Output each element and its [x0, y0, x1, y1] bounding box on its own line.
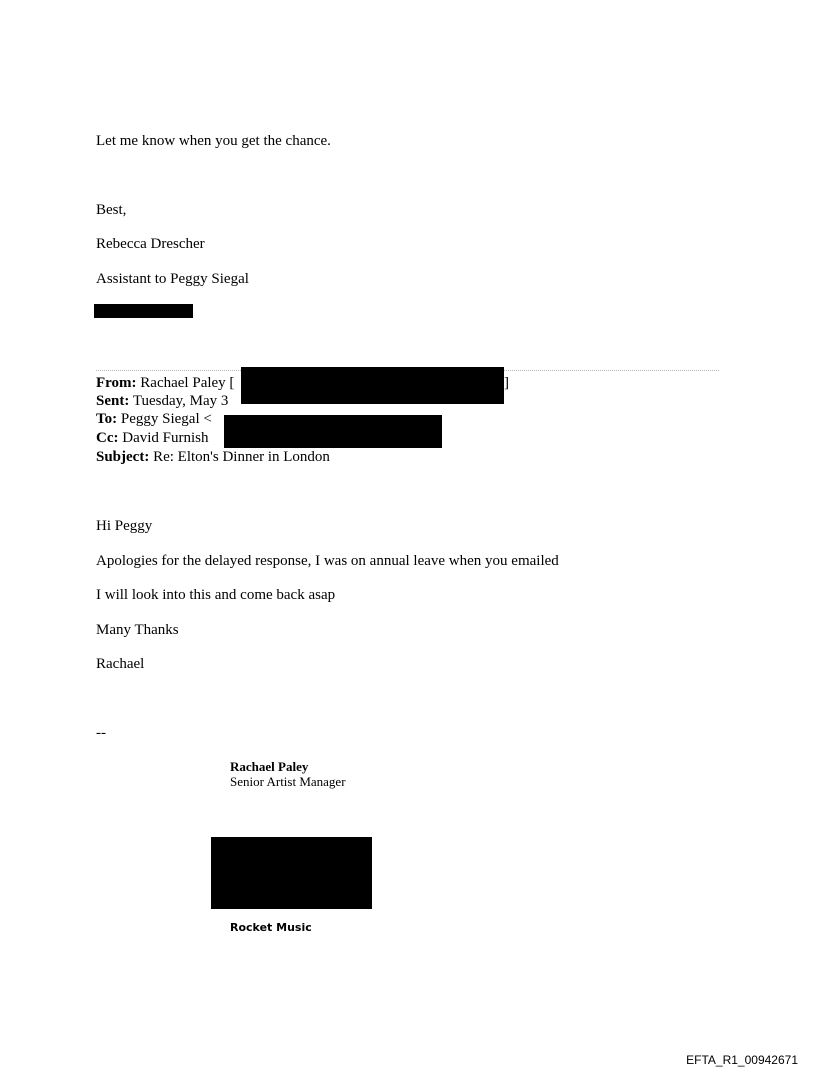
- signature-dashes: --: [96, 725, 106, 741]
- greeting: Hi Peggy: [96, 518, 153, 534]
- from-value: Rachael Paley [: [140, 375, 235, 391]
- from-line: [96, 374, 234, 392]
- redaction-block: [224, 415, 442, 448]
- signature-title: Senior Artist Manager: [230, 774, 346, 789]
- body-line: I will look into this and come back asap: [96, 587, 336, 603]
- to-line: [96, 410, 212, 428]
- reply-line: Let me know when you get the chance.: [96, 133, 331, 149]
- cc-label: Cc:: [96, 430, 119, 446]
- subject-label: Subject:: [96, 449, 150, 465]
- reply-closing: Best,: [96, 202, 127, 218]
- body-line: Apologies for the delayed response, I was on annual leave when you emailed: [96, 553, 559, 569]
- from-label: From:: [96, 375, 137, 391]
- from-close-bracket: ]: [504, 375, 509, 391]
- sent-label: Sent:: [96, 393, 130, 409]
- cc-value: David Furnish: [122, 430, 209, 446]
- reply-signer-name: Rebecca Drescher: [96, 236, 205, 252]
- cc-line: [96, 429, 209, 447]
- to-value: Peggy Siegal <: [120, 411, 212, 427]
- redaction-block: [94, 304, 193, 318]
- signature-company: Rocket Music: [230, 921, 312, 934]
- redaction-block: [241, 367, 504, 404]
- to-label: To:: [96, 411, 118, 427]
- subject-value: Re: Elton's Dinner in London: [153, 449, 330, 465]
- body-thanks: Many Thanks: [96, 622, 179, 638]
- signature-name: Rachael Paley: [230, 759, 309, 774]
- document-id: EFTA_R1_00942671: [686, 1053, 798, 1067]
- subject-line: [96, 448, 330, 466]
- reply-signer-title: Assistant to Peggy Siegal: [96, 271, 249, 287]
- sent-line: [96, 392, 228, 410]
- body-name: Rachael: [96, 656, 145, 672]
- sent-value: Tuesday, May 3: [132, 393, 229, 409]
- redacted-logo: [211, 837, 372, 909]
